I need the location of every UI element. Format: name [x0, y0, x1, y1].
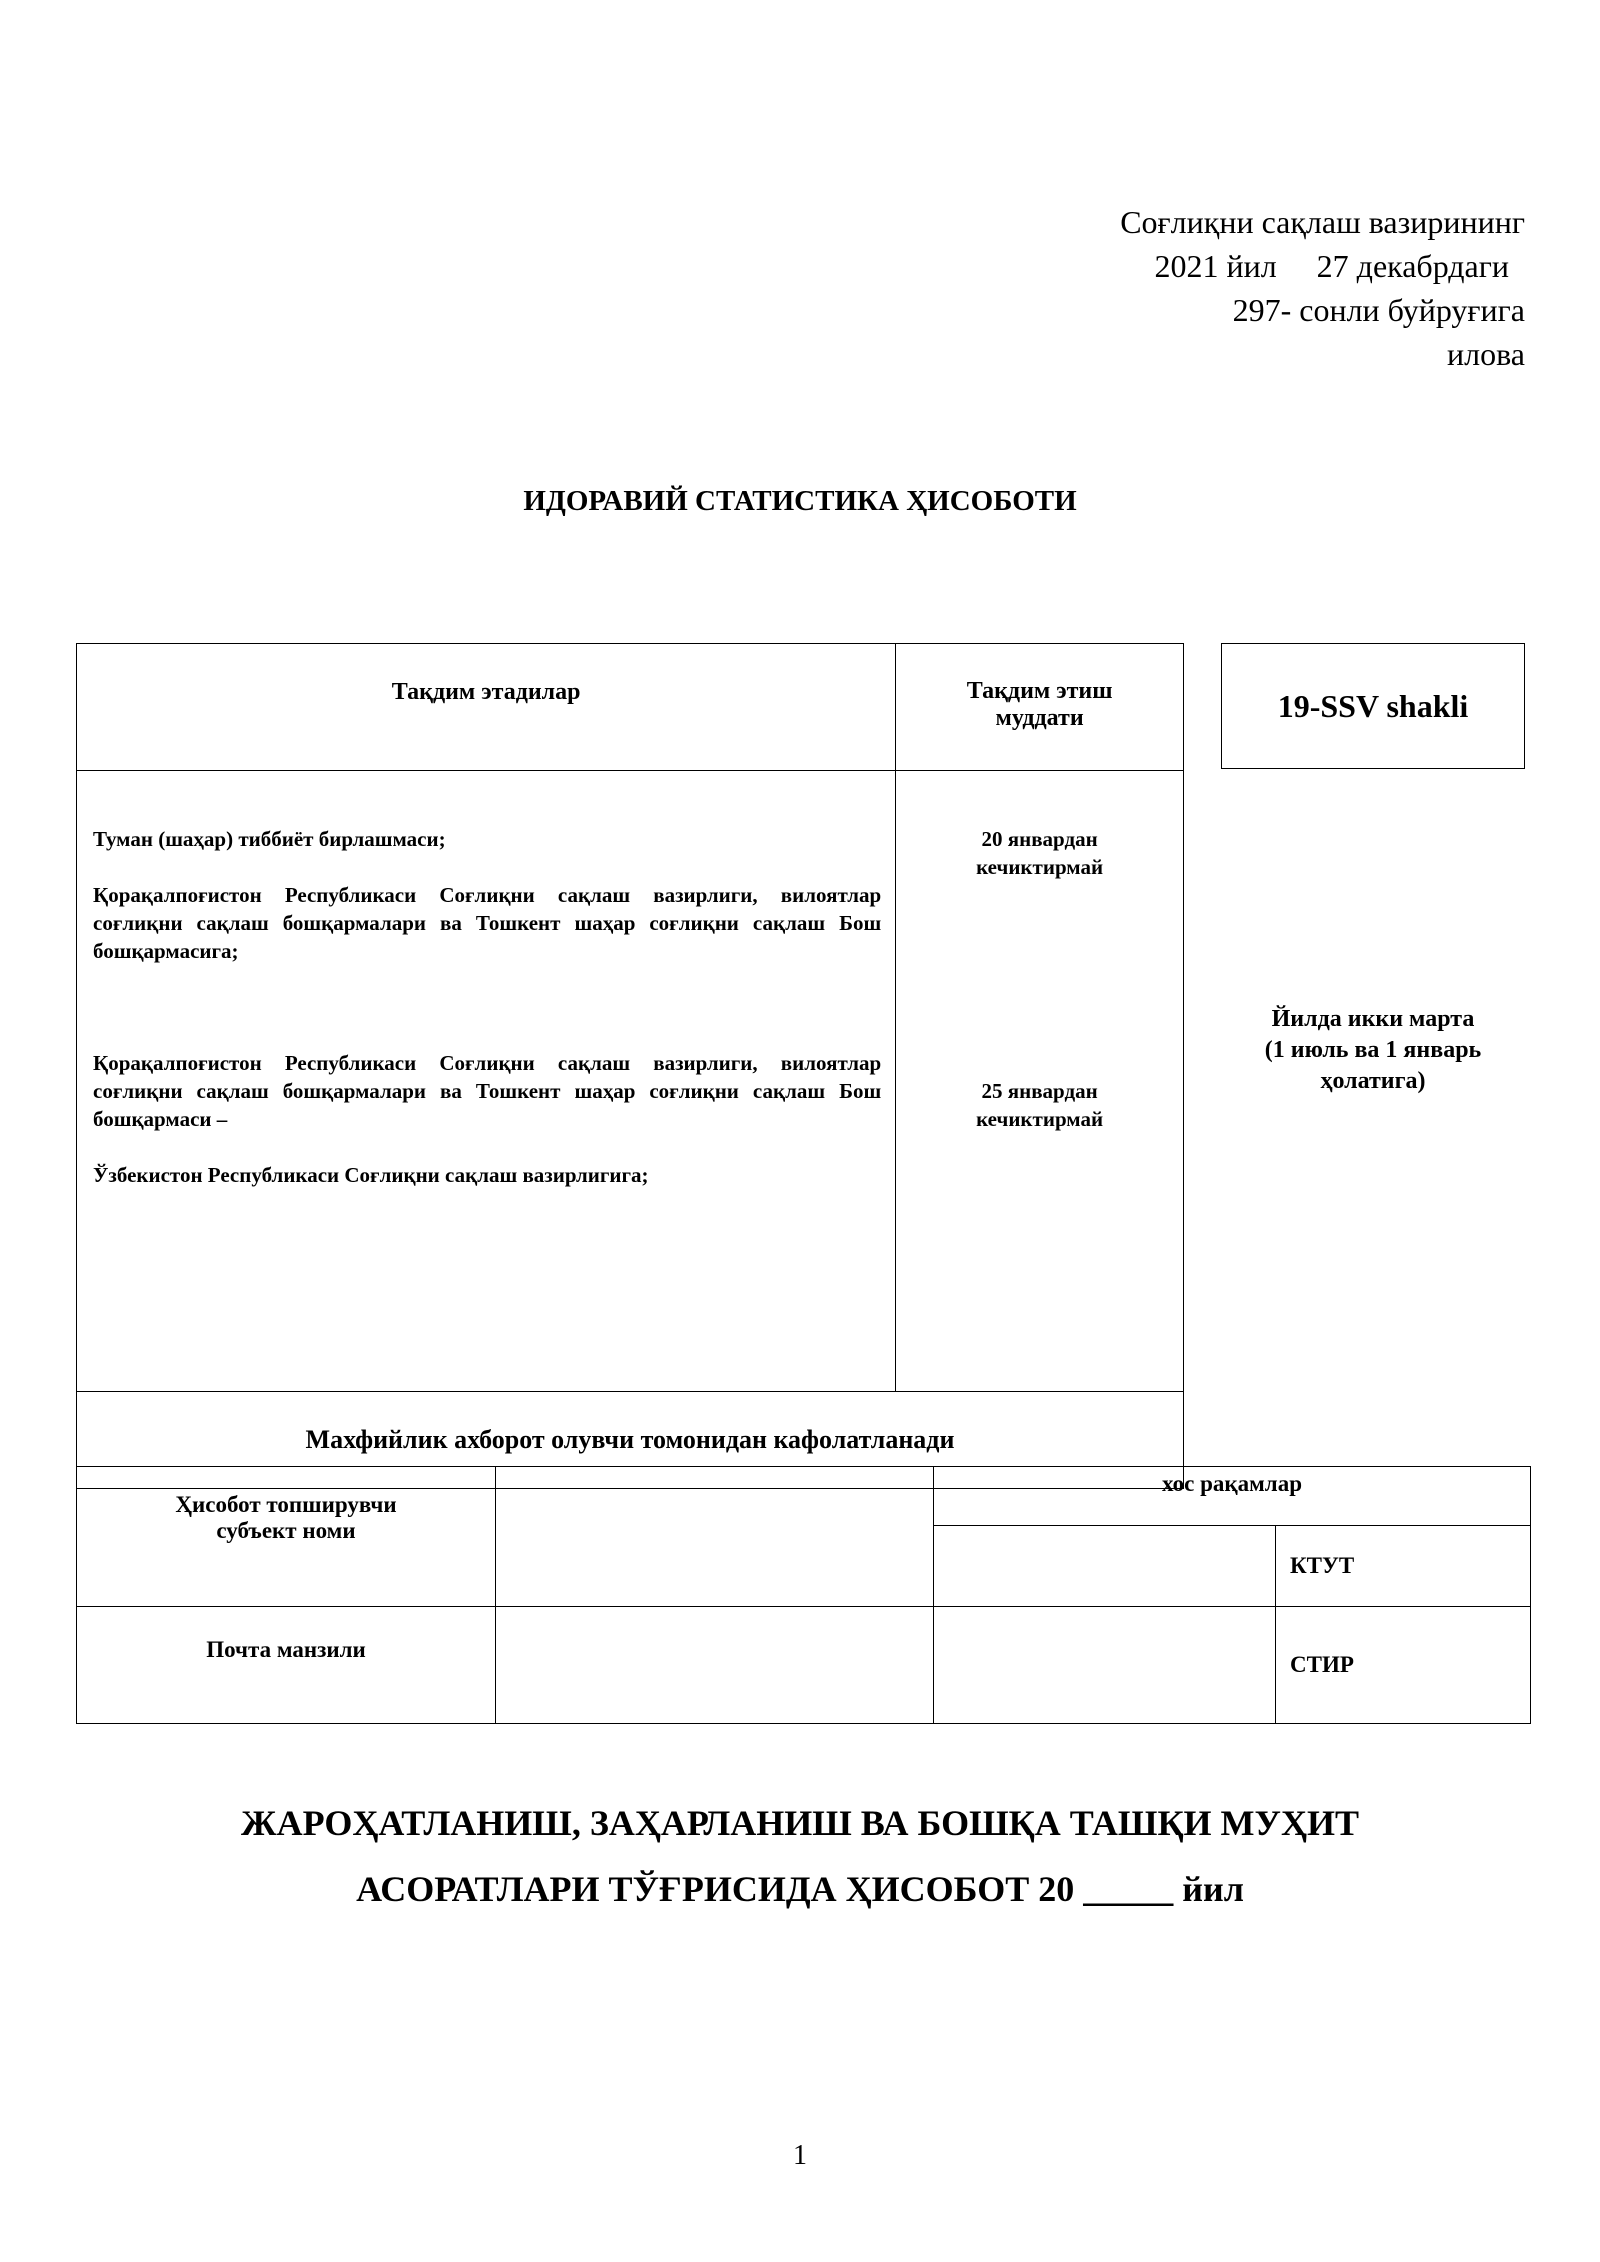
entity-name-label-cell	[77, 1467, 496, 1607]
approval-note	[1120, 200, 1525, 376]
header-deadline-cell	[896, 644, 1184, 771]
frequency-line: Йилда икки марта	[1271, 1006, 1475, 1032]
postal-address-field[interactable]	[496, 1607, 934, 1724]
entity-name-label-line: субъект номи	[216, 1518, 356, 1543]
deadline-1-line: кечиктирмай	[976, 855, 1104, 879]
document-title: ИДОРАВИЙ СТАТИСТИКА ҲИСОБОТИ	[523, 485, 1077, 517]
header-deadline-line: муддати	[995, 705, 1084, 731]
form-code-box: 19-SSV shakli	[1221, 643, 1525, 769]
approval-note-line: илова	[1447, 336, 1525, 372]
report-title-line: ЖАРОҲАТЛАНИШ, ЗАҲАРЛАНИШ ВА БОШҚА ТАШҚИ МУҲИТ	[241, 1803, 1359, 1843]
ktut-label: КТУТ	[1276, 1526, 1531, 1607]
special-numbers-label: хос рақамлар	[934, 1467, 1531, 1526]
submitter-item: Қорақалпоғистон Республикаси Соғлиқни сақлаш вазирлиги, вилоятлар соғлиқни сақлаш бошқармалари ва Тошкент шаҳар соғлиқни сақлаш Бош бошқармаси –	[93, 1051, 882, 1131]
report-title-line: АСОРАТЛАРИ ТЎҒРИСИДА ҲИСОБОТ 20 _____ йил	[356, 1869, 1244, 1909]
frequency-line: (1 июль ва 1 январь	[1264, 1037, 1482, 1063]
deadline-1-line: 20 январдан	[981, 827, 1098, 851]
deadlines-cell	[896, 771, 1184, 1392]
frequency-line: ҳолатига)	[1320, 1068, 1426, 1094]
submitters-cell	[77, 771, 896, 1392]
entity-table	[76, 1466, 1531, 1724]
submitter-item: Туман (шаҳар) тиббиёт бирлашмаси;	[93, 827, 446, 851]
postal-address-label: Почта манзили	[77, 1607, 496, 1724]
stir-field[interactable]	[934, 1607, 1276, 1724]
confidentiality-note: Махфийлик ахборот олувчи томонидан кафолатланади	[77, 1392, 1184, 1489]
report-title	[0, 1790, 1600, 1922]
approval-note-line: Соғлиқни сақлаш вазирининг	[1120, 204, 1525, 240]
deadline-2-line: кечиктирмай	[976, 1107, 1104, 1131]
approval-note-line: 2021 йил 27 декабрдаги	[1154, 248, 1525, 284]
deadline-2-line: 25 январдан	[981, 1079, 1098, 1103]
stir-label: СТИР	[1276, 1607, 1531, 1724]
frequency-note	[1221, 1004, 1525, 1097]
approval-note-line: 297- сонли буйруғига	[1232, 292, 1525, 328]
header-submitters: Тақдим этадилар	[391, 679, 581, 705]
entity-name-field[interactable]	[496, 1467, 934, 1607]
entity-name-label-line: Ҳисобот топширувчи	[175, 1492, 397, 1517]
page-number: 1	[793, 2140, 807, 2171]
submitter-item: Қорақалпоғистон Республикаси Соғлиқни сақлаш вазирлиги, вилоятлар соғлиқни сақлаш бошқармалари ва Тошкент шаҳар соғлиқни сақлаш Бош бошқармасига;	[93, 883, 882, 963]
ktut-field[interactable]	[934, 1526, 1276, 1607]
submitter-item: Ўзбекистон Республикаси Соғлиқни сақлаш вазирлигига;	[93, 1163, 649, 1187]
header-submitters-cell	[77, 644, 896, 771]
submission-table	[76, 643, 1184, 1489]
header-deadline-line: Тақдим этиш	[966, 678, 1113, 704]
